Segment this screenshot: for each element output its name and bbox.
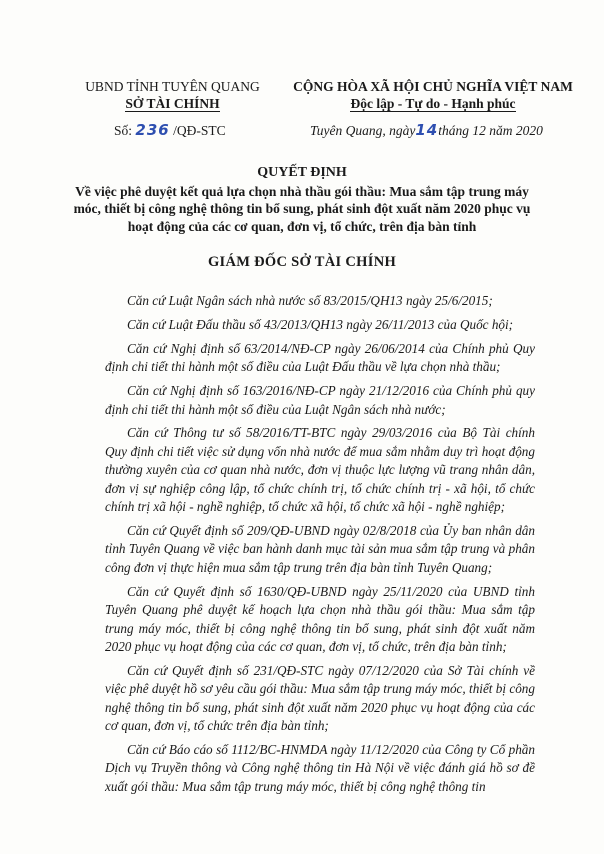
decision-subject: Về việc phê duyệt kết quả lựa chọn nhà thầu gói thầu: Mua sắm tập trung máy móc, thiết bị công nghệ thông tin bổ sung, phát sinh đột xuất năm 2020 phục vụ hoạt động của các cơ quan, đơn vị, tổ chức, trên địa bàn tỉnh [73,183,531,234]
issuing-agency-block [70,78,275,112]
handwritten-number: 236 [135,121,170,139]
legal-basis-paragraph: Căn cứ Quyết định số 209/QĐ-UBND ngày 02/8/2018 của Ủy ban nhân dân tỉnh Tuyên Quang về việc ban hành danh mục tài sản mua sắm tập trung và phân công đơn vị thực hiện mua sắm tập trung trên địa bàn tỉnh Tuyên Quang; [105,522,535,575]
legal-basis-paragraph: Căn cứ Luật Ngân sách nhà nước số 83/2015/QH13 ngày 25/6/2015; [127,293,493,308]
national-motto-block [283,78,583,112]
legal-basis-paragraph: Căn cứ Nghị định số 63/2014/NĐ-CP ngày 26/06/2014 của Chính phủ Quy định chi tiết thi hành một số điều của Luật Đấu thầu về lựa chọn nhà thầu; [105,340,535,375]
number-prefix: Số: [114,123,133,138]
legal-basis-paragraph: Căn cứ Quyết định số 1630/QĐ-UBND ngày 25/11/2020 của UBND tỉnh Tuyên Quang phê duyệt kế hoạch lựa chọn nhà thầu gói thầu: Mua sắm tập trung máy móc, thiết bị công nghệ thông tin bổ sung, phát sinh đột xuất năm 2020 phục vụ hoạt động của các cơ quan, đơn vị, tổ chức, trên địa bàn tỉnh; [105,583,535,654]
legal-basis-section [105,292,535,802]
legal-basis-paragraph: Căn cứ Nghị định số 163/2016/NĐ-CP ngày 21/12/2016 của Chính phủ quy định chi tiết thi hành một số điều của Luật Ngân sách nhà nước; [105,383,535,417]
national-motto: Độc lập - Tự do - Hạnh phúc [350,96,516,111]
country-name: CỘNG HÒA XÃ HỘI CHỦ NGHĨA VIỆT NAM [293,79,573,94]
decision-title-block [62,164,542,235]
legal-basis-paragraph: Căn cứ Quyết định số 231/QĐ-STC ngày 07/12/2020 của Sở Tài chính về việc phê duyệt hồ sơ yêu cầu gói thầu: Mua sắm tập trung máy móc, thiết bị công nghệ thông tin bổ sung, phát sinh đột xuất năm 2020 phục vụ hoạt động của các cơ quan, đơn vị, tổ chức trên địa bàn tỉnh; [105,662,535,734]
number-suffix: /QĐ-STC [173,123,226,138]
issuing-authority: GIÁM ĐỐC SỞ TÀI CHÍNH [207,254,397,270]
department-name: SỞ TÀI CHÍNH [125,96,220,111]
date-suffix: tháng 12 năm 2020 [438,123,543,138]
legal-basis-paragraph: Căn cứ Luật Đấu thầu số 43/2013/QH13 ngày 26/11/2013 của Quốc hội; [127,316,514,332]
legal-basis-paragraph: Căn cứ Báo cáo số 1112/BC-HNMDA ngày 11/12/2020 của Công ty Cổ phần Dịch vụ Truyền thông và Công nghệ thông tin Hà Nội về việc đánh giá hồ sơ đề xuất gói thầu: Mua sắm tập trung máy móc, thiết bị công nghệ thông tin [105,741,535,794]
handwritten-day: 14 [415,121,439,139]
decision-title: QUYẾT ĐỊNH [257,165,347,180]
date-prefix: Tuyên Quang, ngày [310,123,416,138]
document-number [114,121,226,139]
legal-basis-paragraph: Căn cứ Thông tư số 58/2016/TT-BTC ngày 29/03/2016 của Bộ Tài chính Quy định chi tiết việc sử dụng vốn nhà nước để mua sắm nhằm duy trì hoạt động thường xuyên của cơ quan nhà nước, đơn vị thuộc lực lượng vũ trang nhân dân, đơn vị sự nghiệp công lập, tổ chức chính trị, tổ chức chính trị - xã hội, tổ chức chính trị xã hội - nghề nghiệp, tổ chức xã hội, tổ chức xã hội - nghề nghiệp; [105,425,535,515]
province-committee-name: UBND TỈNH TUYÊN QUANG [85,79,260,94]
document-date [310,121,543,139]
